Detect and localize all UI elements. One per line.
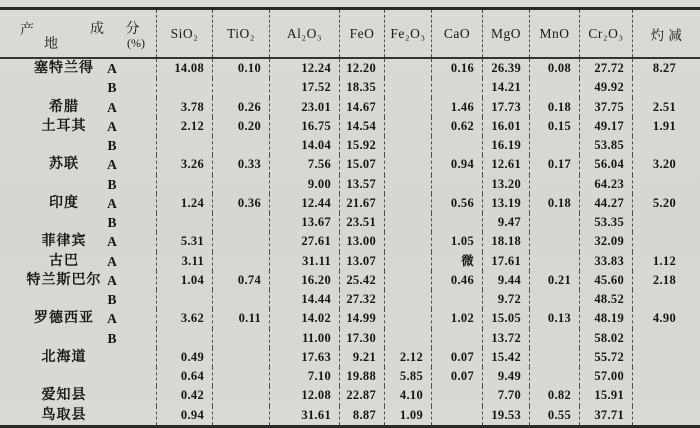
data-cell: 13.19: [483, 194, 530, 213]
grade-label: A: [107, 234, 117, 250]
corner-header-cell: [0, 10, 157, 57]
grade-label: A: [107, 61, 117, 76]
data-cell: 14.08: [157, 59, 213, 78]
column-header: TiO₂: [213, 10, 270, 57]
table-row: [0, 232, 700, 251]
table-row: [0, 155, 700, 174]
data-cell: [530, 78, 580, 97]
data-cell: [213, 232, 270, 251]
data-cell: 2.12: [157, 117, 213, 136]
place-name: 菲律宾: [41, 234, 87, 250]
data-cell: [633, 136, 700, 155]
data-cell: 12.08: [270, 386, 340, 405]
data-cell: 4.10: [385, 386, 432, 405]
data-cell: 13.72: [483, 329, 530, 348]
grade-label: A: [107, 157, 117, 173]
place-cell: [0, 59, 157, 78]
data-cell: 2.51: [652, 99, 676, 114]
data-cell: [530, 367, 580, 386]
data-cell: [385, 252, 432, 271]
column-header: Cr₂O₃: [580, 10, 633, 57]
grade-label: B: [107, 215, 117, 230]
place-name: 爱知县: [41, 388, 87, 404]
data-cell: 49.17: [580, 117, 633, 136]
data-cell: [213, 175, 270, 194]
place-cell: [0, 271, 157, 290]
data-cell: [385, 329, 432, 348]
data-cell: 9.49: [483, 367, 530, 386]
column-header: SiO₂: [157, 10, 213, 57]
data-cell: 1.02: [432, 309, 483, 328]
data-cell: 53.35: [580, 213, 633, 232]
data-cell: [633, 329, 700, 348]
data-cell: 1.91: [652, 118, 676, 133]
table-row: [0, 329, 700, 348]
data-cell: 49.92: [580, 78, 633, 97]
data-cell: 8.27: [652, 61, 676, 75]
data-cell: 57.00: [580, 367, 633, 386]
data-cell: [213, 367, 270, 386]
data-cell: 0.49: [157, 348, 213, 367]
origin-label-char1: 产: [20, 23, 34, 38]
place-cell: [0, 155, 157, 174]
data-cell: 9.00: [270, 175, 340, 194]
column-header: FeO: [340, 10, 385, 57]
data-cell: 14.04: [270, 136, 340, 155]
data-cell: [530, 348, 580, 367]
data-cell: 37.75: [580, 98, 633, 117]
data-cell: 1.46: [432, 98, 483, 117]
data-cell: 5.20: [652, 195, 676, 210]
data-cell: 48.52: [580, 290, 633, 309]
data-cell: [633, 406, 700, 425]
data-cell: 3.20: [652, 157, 676, 172]
data-cell: 55.72: [580, 348, 633, 367]
data-cell: [213, 348, 270, 367]
table-row: [0, 271, 700, 290]
origin-label-char2: 地: [44, 37, 58, 52]
data-cell: 19.53: [483, 406, 530, 425]
column-header: CaO: [432, 10, 483, 57]
data-cell: 12.61: [483, 155, 530, 174]
data-cell: 15.07: [340, 155, 385, 174]
data-cell: 0.36: [213, 194, 270, 213]
column-header: MgO: [483, 10, 530, 57]
data-cell: 25.42: [340, 271, 385, 290]
data-cell: 12.24: [270, 59, 340, 78]
grade-label: B: [107, 80, 117, 96]
place-cell: [0, 232, 157, 251]
data-cell: 0.94: [432, 155, 483, 174]
data-cell: 0.56: [432, 194, 483, 213]
column-header: Al₂O₃: [270, 10, 340, 57]
data-cell: [385, 59, 432, 78]
data-cell: 3.11: [157, 252, 213, 271]
column-header: 灼 减: [650, 27, 683, 43]
data-cell: 0.33: [213, 155, 270, 174]
table-row: [0, 78, 700, 97]
data-cell: [157, 78, 213, 97]
column-header: Fe₂O₃: [385, 10, 432, 57]
grade-label: B: [107, 330, 117, 346]
data-cell: 15.05: [483, 309, 530, 328]
table-row: [0, 98, 700, 117]
data-cell: 17.30: [340, 329, 385, 348]
table-row: [0, 194, 700, 213]
place-cell: [0, 406, 157, 425]
data-cell: [633, 232, 700, 251]
data-cell: 17.52: [270, 78, 340, 97]
place-name: 苏联: [49, 157, 79, 173]
data-cell: [385, 213, 432, 232]
grade-label: A: [107, 118, 117, 134]
data-cell: [385, 117, 432, 136]
data-cell: 15.92: [340, 136, 385, 155]
data-cell: [157, 136, 213, 155]
data-cell: 15.91: [580, 386, 633, 405]
data-cell: 64.23: [580, 175, 633, 194]
table-row: [0, 290, 700, 309]
grade-label: B: [107, 176, 117, 192]
data-cell: 0.08: [530, 59, 580, 78]
data-cell: 23.01: [270, 98, 340, 117]
table-row: [0, 136, 700, 155]
place-name: 鸟取县: [41, 407, 87, 423]
data-cell: 5.85: [385, 367, 432, 386]
data-cell: [385, 309, 432, 328]
place-cell: [0, 290, 157, 309]
table-row: [0, 252, 700, 271]
data-cell: 1.04: [157, 271, 213, 290]
data-cell: 0.13: [530, 309, 580, 328]
data-cell: 12.44: [270, 194, 340, 213]
data-cell: [432, 213, 483, 232]
data-cell: 3.26: [157, 155, 213, 174]
data-cell: 4.90: [652, 311, 676, 326]
data-cell: 13.57: [340, 175, 385, 194]
data-cell: 14.67: [340, 98, 385, 117]
data-cell: [432, 175, 483, 194]
data-cell: 58.02: [580, 329, 633, 348]
data-cell: 16.19: [483, 136, 530, 155]
data-cell: [633, 213, 700, 232]
data-cell: [385, 232, 432, 251]
data-cell: [157, 175, 213, 194]
place-name: 印度: [49, 195, 79, 211]
data-cell: [157, 329, 213, 348]
grade-label: A: [107, 253, 117, 269]
data-cell: [157, 290, 213, 309]
composition-table: [0, 7, 700, 428]
place-cell: [0, 348, 157, 367]
data-cell: 23.51: [340, 213, 385, 232]
data-cell: 53.85: [580, 136, 633, 155]
place-cell: [0, 98, 157, 117]
data-cell: [633, 78, 700, 97]
data-cell: 0.62: [432, 117, 483, 136]
data-cell: [385, 155, 432, 174]
place-cell: [0, 329, 157, 348]
data-cell: 31.61: [270, 406, 340, 425]
table-body: [0, 59, 700, 425]
data-cell: 56.04: [580, 155, 633, 174]
table-row: [0, 309, 700, 328]
data-cell: 0.21: [530, 271, 580, 290]
data-cell: 0.46: [432, 271, 483, 290]
data-cell: [432, 290, 483, 309]
data-cell: 17.61: [483, 252, 530, 271]
place-name: 北海道: [41, 349, 87, 365]
data-cell: [530, 290, 580, 309]
data-cell: 21.67: [340, 194, 385, 213]
table-header-row: [0, 10, 700, 59]
data-cell: 48.19: [580, 309, 633, 328]
data-cell: 33.83: [580, 252, 633, 271]
place-name: 罗德西亚: [34, 311, 94, 327]
data-cell: 9.21: [340, 348, 385, 367]
data-cell: 2.18: [652, 272, 676, 287]
data-cell: 14.99: [340, 309, 385, 328]
data-cell: [213, 78, 270, 97]
data-cell: 13.07: [340, 252, 385, 271]
data-cell: [213, 213, 270, 232]
data-cell: 13.67: [270, 213, 340, 232]
data-cell: [432, 386, 483, 405]
place-name: 塞特兰得: [34, 61, 94, 76]
place-cell: [0, 194, 157, 213]
data-cell: 0.42: [157, 386, 213, 405]
data-cell: [213, 290, 270, 309]
data-cell: 44.27: [580, 194, 633, 213]
data-cell: [385, 194, 432, 213]
data-cell: 0.16: [432, 59, 483, 78]
data-cell: 0.55: [530, 406, 580, 425]
data-cell: 0.07: [432, 367, 483, 386]
data-cell: [530, 329, 580, 348]
data-cell: 1.12: [652, 253, 676, 268]
place-cell: [0, 309, 157, 328]
data-cell: 2.12: [385, 348, 432, 367]
data-cell: [530, 136, 580, 155]
data-cell: 7.10: [270, 367, 340, 386]
data-cell: 15.42: [483, 348, 530, 367]
table-row: [0, 117, 700, 136]
place-cell: [0, 386, 157, 405]
data-cell: 14.02: [270, 309, 340, 328]
data-cell: 37.71: [580, 406, 633, 425]
data-cell: 19.88: [340, 367, 385, 386]
data-cell: 0.15: [530, 117, 580, 136]
data-cell: 0.18: [530, 194, 580, 213]
data-cell: 14.21: [483, 78, 530, 97]
grade-label: A: [107, 99, 117, 115]
composition-label: 成 分: [90, 22, 149, 37]
data-cell: 0.64: [157, 367, 213, 386]
data-cell: 11.00: [270, 329, 340, 348]
place-name: 古巴: [49, 253, 79, 269]
data-cell: [633, 348, 700, 367]
place-cell: [0, 136, 157, 155]
data-cell: 0.07: [432, 348, 483, 367]
data-cell: 27.61: [270, 232, 340, 251]
table-row: [0, 367, 700, 386]
data-cell: 1.05: [432, 232, 483, 251]
data-cell: [213, 136, 270, 155]
composition-unit-label: (%): [127, 36, 145, 50]
data-cell: [530, 232, 580, 251]
data-cell: 0.20: [213, 117, 270, 136]
data-cell: [432, 136, 483, 155]
data-cell: 13.20: [483, 175, 530, 194]
data-cell: 微: [432, 252, 483, 271]
data-cell: 9.72: [483, 290, 530, 309]
data-cell: 17.73: [483, 98, 530, 117]
data-cell: 3.62: [157, 309, 213, 328]
grade-label: B: [107, 138, 117, 153]
data-cell: 17.63: [270, 348, 340, 367]
data-cell: 26.39: [483, 59, 530, 78]
data-cell: [385, 78, 432, 97]
table-row: [0, 348, 700, 367]
data-cell: 14.54: [340, 117, 385, 136]
data-cell: 0.10: [213, 59, 270, 78]
data-cell: [432, 78, 483, 97]
data-cell: [633, 367, 700, 386]
data-cell: [385, 290, 432, 309]
data-cell: [385, 175, 432, 194]
data-cell: 13.00: [340, 232, 385, 251]
data-cell: 27.32: [340, 290, 385, 309]
grade-label: B: [107, 292, 117, 307]
data-cell: 0.17: [530, 155, 580, 174]
data-cell: 1.09: [385, 406, 432, 425]
table-row: [0, 213, 700, 232]
data-cell: [157, 213, 213, 232]
grade-label: A: [107, 195, 117, 211]
data-cell: 0.94: [157, 406, 213, 425]
place-cell: [0, 252, 157, 271]
table-row: [0, 175, 700, 194]
data-cell: 18.35: [340, 78, 385, 97]
place-cell: [0, 175, 157, 194]
data-cell: [432, 406, 483, 425]
data-cell: 9.47: [483, 213, 530, 232]
data-cell: [530, 213, 580, 232]
column-header: MnO: [530, 10, 580, 57]
data-cell: 3.78: [157, 98, 213, 117]
data-cell: [633, 290, 700, 309]
table-row: [0, 59, 700, 78]
place-name: 特兰斯巴尔: [26, 272, 102, 288]
data-cell: 7.56: [270, 155, 340, 174]
grade-label: A: [107, 311, 117, 327]
data-cell: [385, 136, 432, 155]
data-cell: [213, 252, 270, 271]
data-cell: [633, 175, 700, 194]
place-cell: [0, 367, 157, 386]
grade-label: A: [107, 272, 117, 288]
data-cell: 12.20: [340, 59, 385, 78]
data-cell: 16.20: [270, 271, 340, 290]
data-cell: [385, 98, 432, 117]
data-cell: 1.24: [157, 194, 213, 213]
data-cell: 22.87: [340, 386, 385, 405]
data-cell: [213, 329, 270, 348]
place-cell: [0, 213, 157, 232]
data-cell: 0.82: [530, 386, 580, 405]
place-cell: [0, 117, 157, 136]
data-cell: 18.18: [483, 232, 530, 251]
data-cell: [530, 175, 580, 194]
data-cell: [633, 386, 700, 405]
data-cell: [385, 271, 432, 290]
place-cell: [0, 78, 157, 97]
place-name: 土耳其: [41, 118, 87, 134]
data-cell: 45.60: [580, 271, 633, 290]
data-cell: 31.11: [270, 252, 340, 271]
data-cell: 0.18: [530, 98, 580, 117]
data-cell: 27.72: [580, 59, 633, 78]
data-cell: 0.74: [213, 271, 270, 290]
table-row: [0, 406, 700, 425]
data-cell: 14.44: [270, 290, 340, 309]
data-cell: 7.70: [483, 386, 530, 405]
data-cell: [530, 252, 580, 271]
data-cell: 5.31: [157, 232, 213, 251]
data-cell: 9.44: [483, 271, 530, 290]
data-cell: 32.09: [580, 232, 633, 251]
data-cell: [213, 406, 270, 425]
data-cell: 0.26: [213, 98, 270, 117]
data-cell: 16.75: [270, 117, 340, 136]
data-cell: [213, 386, 270, 405]
table-row: [0, 386, 700, 405]
data-cell: 16.01: [483, 117, 530, 136]
data-cell: 0.11: [213, 309, 270, 328]
data-cell: 8.87: [340, 406, 385, 425]
place-name: 希腊: [49, 99, 79, 115]
data-cell: [432, 329, 483, 348]
